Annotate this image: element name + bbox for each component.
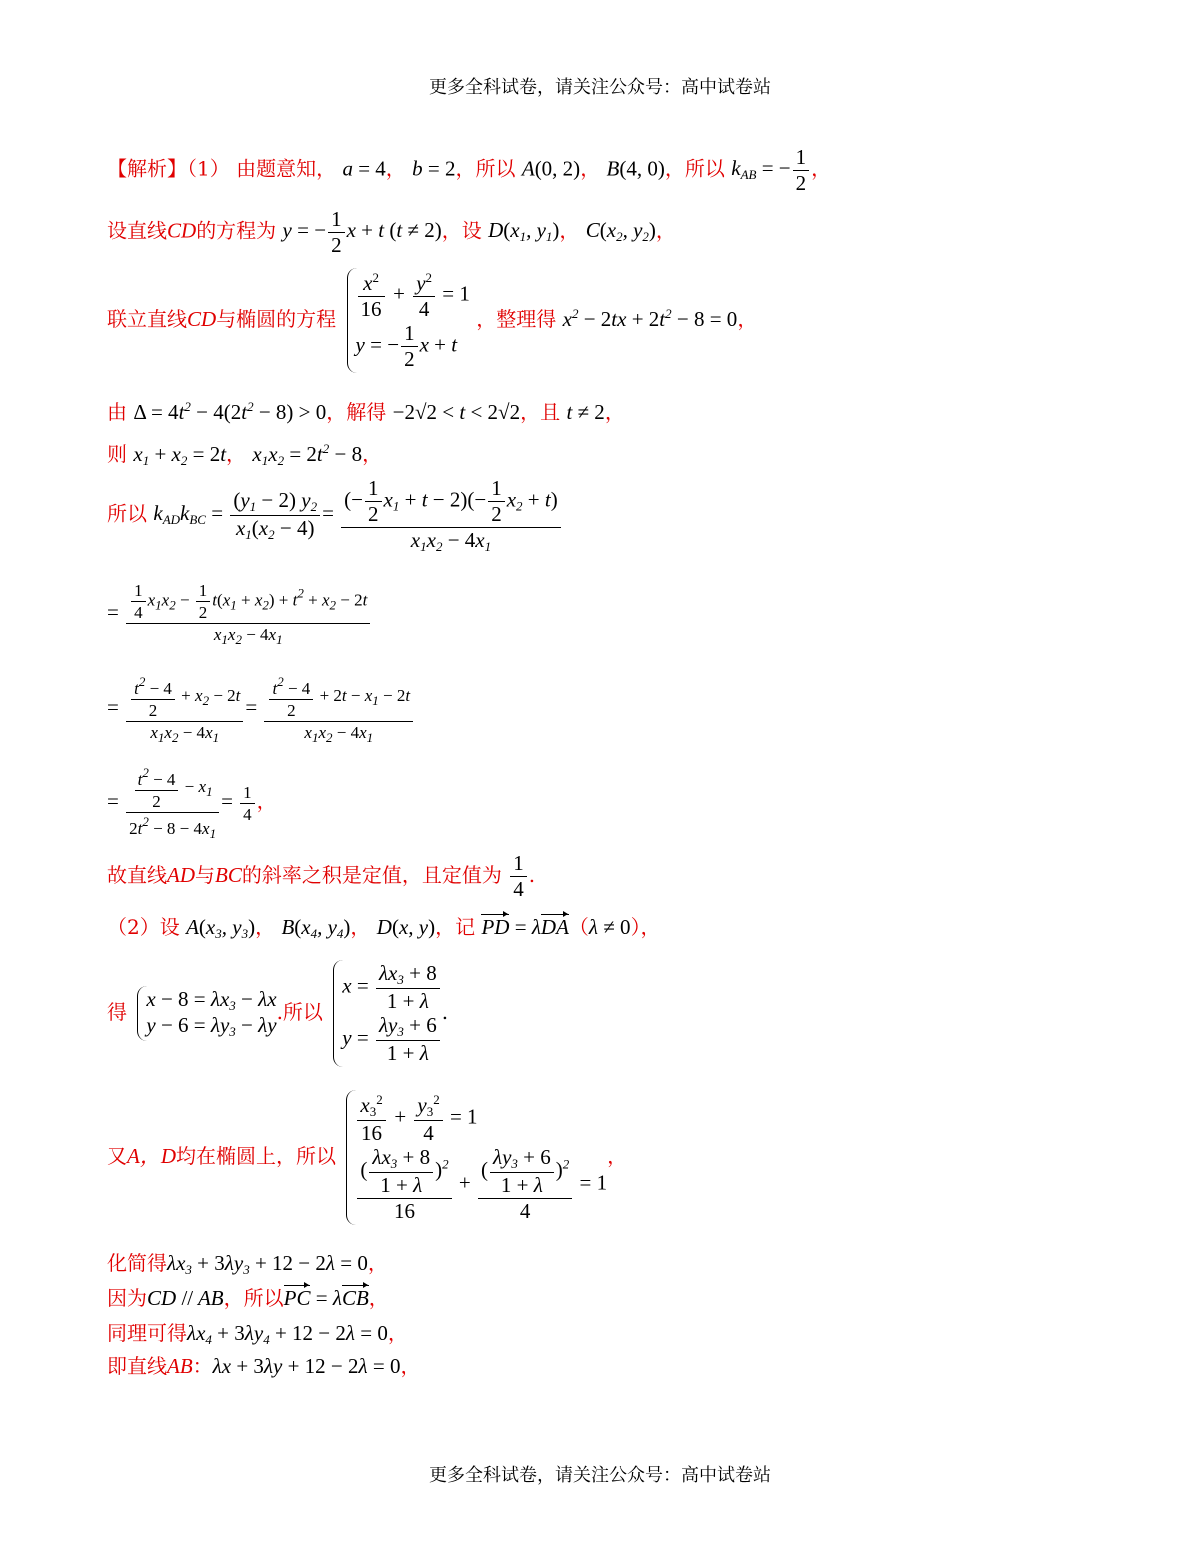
- page-header: 更多全科试卷，请关注公众号：高中试卷站: [429, 77, 771, 98]
- solution-line-14: 化简得$\lambda x_3 + 3\lambda y_3 + 12 - 2\lambda = 0$，: [107, 1251, 388, 1277]
- solution-line-10: 故直线AD与BC的斜率之积是定值，且定值为 $\frac{1}{4}$ .: [107, 851, 536, 901]
- solution-line-12: 得 $x - 8 = \lambda x_3 - \lambda x$ $y - 6 = \lambda y_3 - \lambda y$ .所以 x = $\frac{\lambda x_3 + 8}{1 + \lambda}$ y = $\frac{\lambda y_3 + 6}{1 + \lambda}$ .: [107, 961, 449, 1065]
- solution-line-6: 所以 $k_{AD}k_{BC}$ = $\frac{(y_1 - 2) y_2}{x_1(x_2 - 4)}$ = (− $\frac{1}{2}$ $x_1 + t - 2)(-$ $\frac{1}{2}$ $x_2 + t$) $x_1x_2 - 4x_1$: [107, 478, 563, 553]
- solution-line-4: 由 $\Delta = 4t^2 - 4(2t^2 - 8) > 0$，解得 −2√2 < t < 2√2，且 t ≠ 2，: [107, 399, 625, 424]
- solution-line-2: 设直线CD的方程为 y = − $\frac{1}{2}$ x + t (t ≠ 2)，设 $D(x_1$, $y_1$)， $C(x_2$, $y_2$)，: [107, 207, 676, 257]
- page-footer: 更多全科试卷，请关注公众号：高中试卷站: [429, 1465, 771, 1486]
- solution-line-11: （2）设 $A(x_3$, $y_3$)， $B(x_4$, $y_4$)， D(x, y)，记 PD = λDA（λ ≠ 0），: [107, 915, 661, 941]
- solution-line-5: 则 $x_1 + x_2 = 2t$， $x_1x_2 = 2t^2 - 8$，: [107, 441, 383, 468]
- solution-line-13: 又A，D均在椭圆上，所以 $\frac{x_3^2}{16}$ + $\frac{y_3^2}{4}$ = 1 ( $\frac{\lambda x_3 + 8}{1 + \lambda}$ )$^2$ 16 + ( $\frac{\lambda y_3 + 6}{1 + \lambda}$ )$^2$ 4 = 1 ，: [107, 1092, 628, 1223]
- solution-line-3: 联立直线CD与椭圆的方程 $\frac{x^2}{16}$ + $\frac{y^2}{4}$ = 1 y = − $\frac{1}{2}$ x + t ，整理得 $x^2 - 2tx + 2t^2 - 8 = 0$，: [107, 270, 758, 371]
- solution-line-8: = $\frac{t^2 - 4}{2}$ + $x_2 - 2t$ $x_1x_2 - 4x_1$ = $\frac{t^2 - 4}{2}$ + $2t - x_1 - 2t$ $x_1x_2 - 4x_1$: [107, 675, 415, 744]
- solution-line-9: = $\frac{t^2 - 4}{2}$ − $x_1$ $2t^2 - 8 - 4x_1$ = $\frac{1}{4}$ ，: [107, 765, 277, 841]
- solution-line-16: 同理可得$\lambda x_4 + 3\lambda y_4 + 12 - 2\lambda = 0$，: [107, 1321, 408, 1347]
- solution-line-17: 即直线AB：λx + 3λy + 12 − 2λ = 0，: [107, 1354, 421, 1378]
- solution-line-15: 因为CD // AB，所以PC = λCB，: [107, 1286, 389, 1310]
- solution-line-1: 【解析】（1） 由题意知， a = 4， b = 2，所以 A(0, 2)， B(4, 0)，所以 $k_{AB}$ = − $\frac{1}{2}$ ，: [107, 145, 832, 195]
- analysis-tag: 【解析】: [107, 156, 187, 181]
- solution-line-7: = $\frac{1}{4}$ $x_1x_2$ − $\frac{1}{2}$ $t(x_1 + x_2) + t^2 + x_2 - 2t$ $x_1x_2 - 4x_1$: [107, 582, 372, 646]
